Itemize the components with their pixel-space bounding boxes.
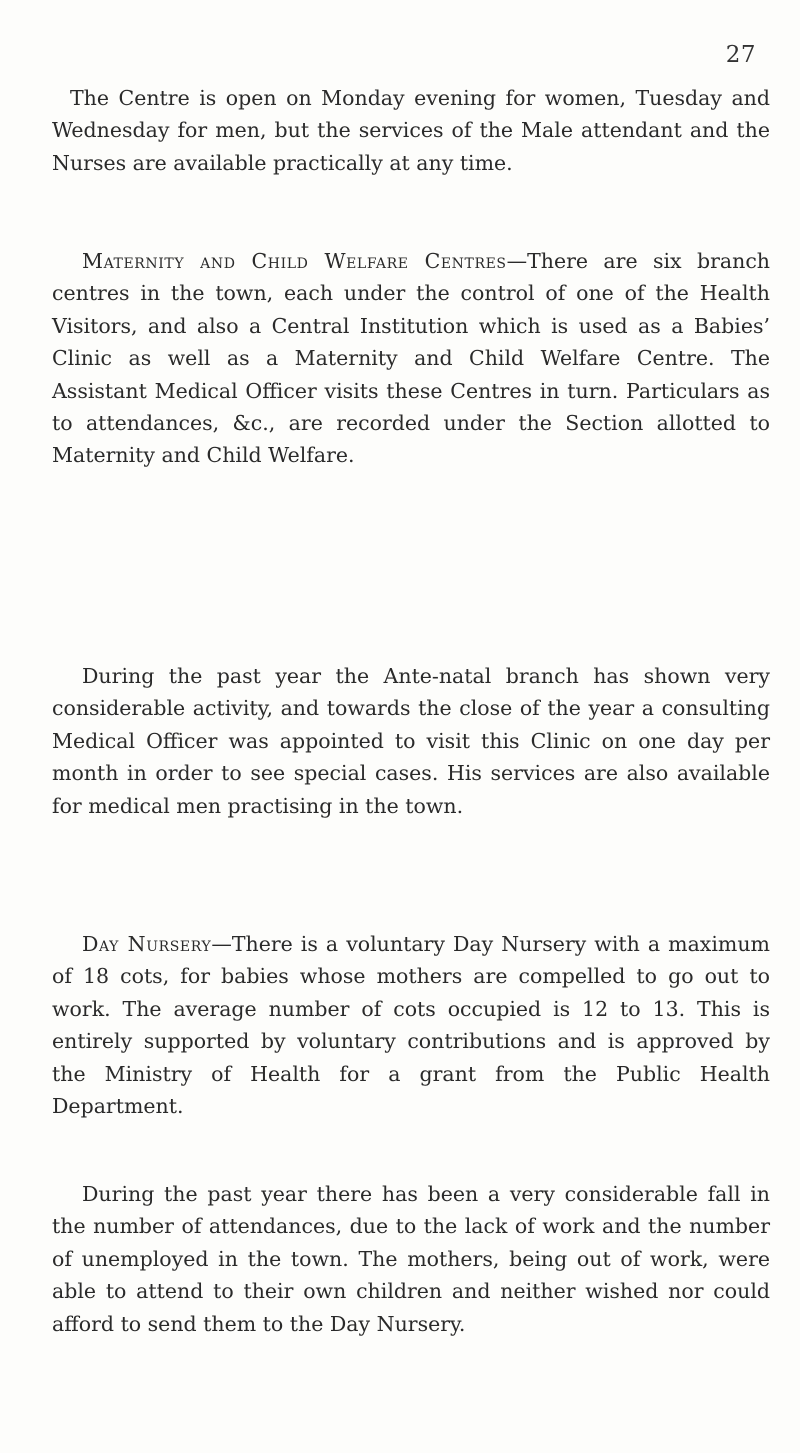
section-heading-day-nursery: Day Nursery [82, 932, 212, 956]
paragraph-text: The Centre is open on Monday evening for women, Tuesday and Wednesday for men, but the services of the Male attendant and the Nurses are available practically at any time. [52, 86, 770, 175]
paragraph-text: During the past year the Ante-natal branch has shown very considerable activity, and towards the close of the year a consulting Medical Officer was appointed to visit this Clinic on one day per month in order to see special cases. His services are also available for medical men practising in the town. [52, 664, 770, 818]
paragraph-text: —There is a voluntary Day Nursery with a maximum of 18 cots, for babies whose mothers are compelled to go out to work. The average number of cots occupied is 12 to 13. This is entirely supported by voluntary contributions and is approved by the Ministry of Health for a grant from the Public Health Department. [52, 932, 770, 1119]
paragraph-attendance-fall [52, 1178, 770, 1340]
section-heading-maternity: Maternity and Child Welfare Centres [82, 249, 507, 273]
paragraph-day-nursery [52, 928, 770, 1122]
paragraph-text: —There are six branch centres in the town, each under the control of one of the Health Visitors, and also a Central Institution which is used as a Babies’ Clinic as well as a Maternity and Child Welfare Centre. The Assistant Medical Officer visits these Centres in turn. Particulars as to attendances, &c., are recorded under the Section allotted to Maternity and Child Welfare. [52, 249, 771, 468]
paragraph-body [52, 245, 770, 472]
paragraph-ante-natal [52, 660, 770, 822]
paragraph-maternity-centres [52, 245, 770, 472]
paragraph-centre-hours [52, 82, 770, 179]
page-number: 27 [725, 42, 756, 68]
paragraph-text: During the past year there has been a very considerable fall in the number of attendances, due to the lack of work and the number of unemployed in the town. The mothers, being out of work, were able to attend to their own children and neither wished nor could afford to send them to the Day Nursery. [52, 1182, 770, 1336]
paragraph-body [52, 928, 770, 1122]
